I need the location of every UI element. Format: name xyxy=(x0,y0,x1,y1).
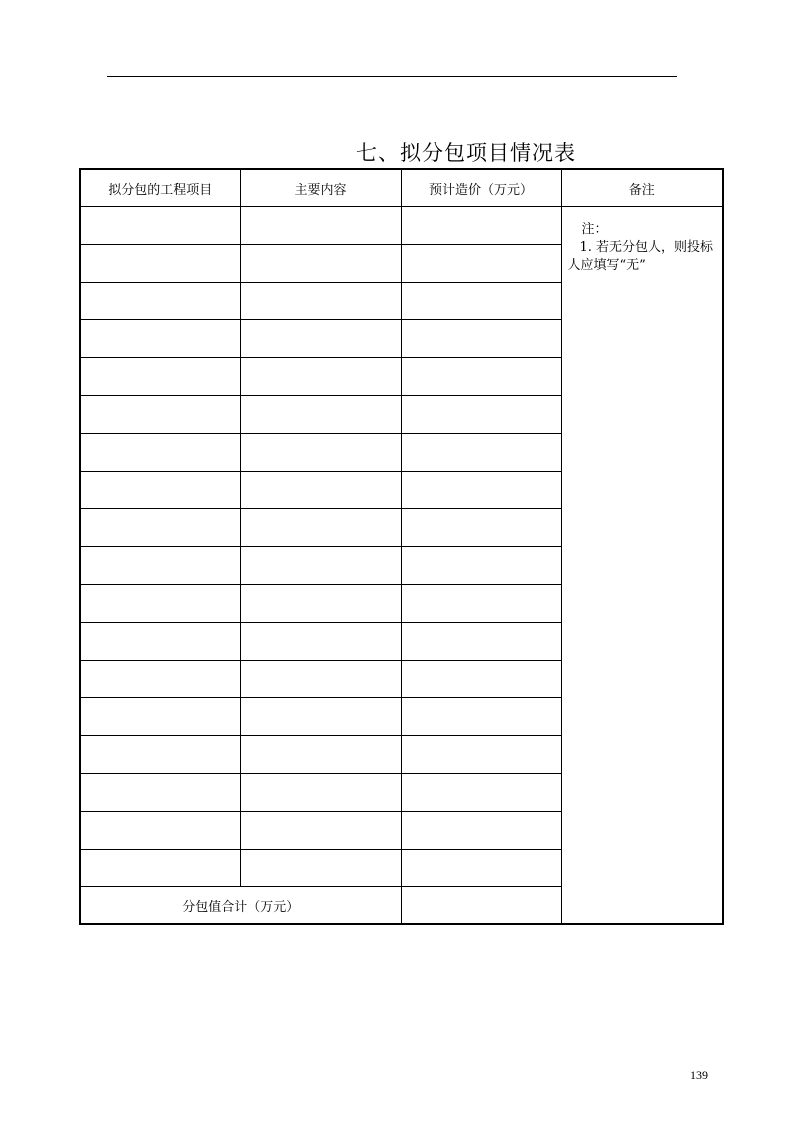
cell-project[interactable] xyxy=(80,660,240,698)
cell-content[interactable] xyxy=(240,622,401,660)
cell-content[interactable] xyxy=(240,320,401,358)
cell-cost[interactable] xyxy=(401,433,561,471)
header-remarks: 备注 xyxy=(561,169,723,207)
subcontract-table xyxy=(79,168,724,925)
cell-content[interactable] xyxy=(240,547,401,585)
cell-project[interactable] xyxy=(80,849,240,887)
cell-content[interactable] xyxy=(240,207,401,245)
cell-project[interactable] xyxy=(80,773,240,811)
cell-content[interactable] xyxy=(240,244,401,282)
cell-project[interactable] xyxy=(80,622,240,660)
remarks-title: 注： xyxy=(581,222,608,237)
cell-project[interactable] xyxy=(80,433,240,471)
cell-cost[interactable] xyxy=(401,244,561,282)
cell-cost[interactable] xyxy=(401,811,561,849)
cell-project[interactable] xyxy=(80,736,240,774)
cell-project[interactable] xyxy=(80,471,240,509)
cell-cost[interactable] xyxy=(401,660,561,698)
table-body xyxy=(80,207,723,925)
cell-cost[interactable] xyxy=(401,736,561,774)
cell-project[interactable] xyxy=(80,282,240,320)
cell-cost[interactable] xyxy=(401,282,561,320)
total-value-cell[interactable] xyxy=(401,887,561,925)
cell-content[interactable] xyxy=(240,660,401,698)
page-title: 七、拟分包项目情况表 xyxy=(356,141,576,165)
cell-project[interactable] xyxy=(80,358,240,396)
cell-cost[interactable] xyxy=(401,320,561,358)
cell-project[interactable] xyxy=(80,320,240,358)
cell-project[interactable] xyxy=(80,811,240,849)
total-label: 分包值合计（万元） xyxy=(80,887,401,925)
cell-content[interactable] xyxy=(240,584,401,622)
cell-project[interactable] xyxy=(80,698,240,736)
cell-cost[interactable] xyxy=(401,207,561,245)
remarks-item-1: 1. 若无分包人，则投标人应填写“无” xyxy=(567,240,714,273)
cell-cost[interactable] xyxy=(401,358,561,396)
cell-content[interactable] xyxy=(240,509,401,547)
cell-content[interactable] xyxy=(240,736,401,774)
cell-content[interactable] xyxy=(240,811,401,849)
cell-cost[interactable] xyxy=(401,471,561,509)
cell-project[interactable] xyxy=(80,395,240,433)
header-cost: 预计造价（万元） xyxy=(401,169,561,207)
cell-content[interactable] xyxy=(240,358,401,396)
cell-content[interactable] xyxy=(240,773,401,811)
cell-cost[interactable] xyxy=(401,584,561,622)
cell-content[interactable] xyxy=(240,282,401,320)
cell-cost[interactable] xyxy=(401,395,561,433)
cell-cost[interactable] xyxy=(401,849,561,887)
cell-project[interactable] xyxy=(80,547,240,585)
cell-project[interactable] xyxy=(80,244,240,282)
page-number: 139 xyxy=(690,1068,708,1082)
table-header-row xyxy=(80,169,723,207)
cell-project[interactable] xyxy=(80,584,240,622)
cell-content[interactable] xyxy=(240,698,401,736)
header-project: 拟分包的工程项目 xyxy=(80,169,240,207)
cell-project[interactable] xyxy=(80,207,240,245)
remarks-cell xyxy=(561,207,723,925)
cell-content[interactable] xyxy=(240,433,401,471)
header-rule xyxy=(107,76,677,77)
cell-cost[interactable] xyxy=(401,622,561,660)
cell-content[interactable] xyxy=(240,471,401,509)
cell-cost[interactable] xyxy=(401,509,561,547)
cell-content[interactable] xyxy=(240,849,401,887)
cell-project[interactable] xyxy=(80,509,240,547)
cell-cost[interactable] xyxy=(401,547,561,585)
header-content: 主要内容 xyxy=(240,169,401,207)
cell-cost[interactable] xyxy=(401,698,561,736)
cell-cost[interactable] xyxy=(401,773,561,811)
table-row xyxy=(80,207,723,245)
cell-content[interactable] xyxy=(240,395,401,433)
